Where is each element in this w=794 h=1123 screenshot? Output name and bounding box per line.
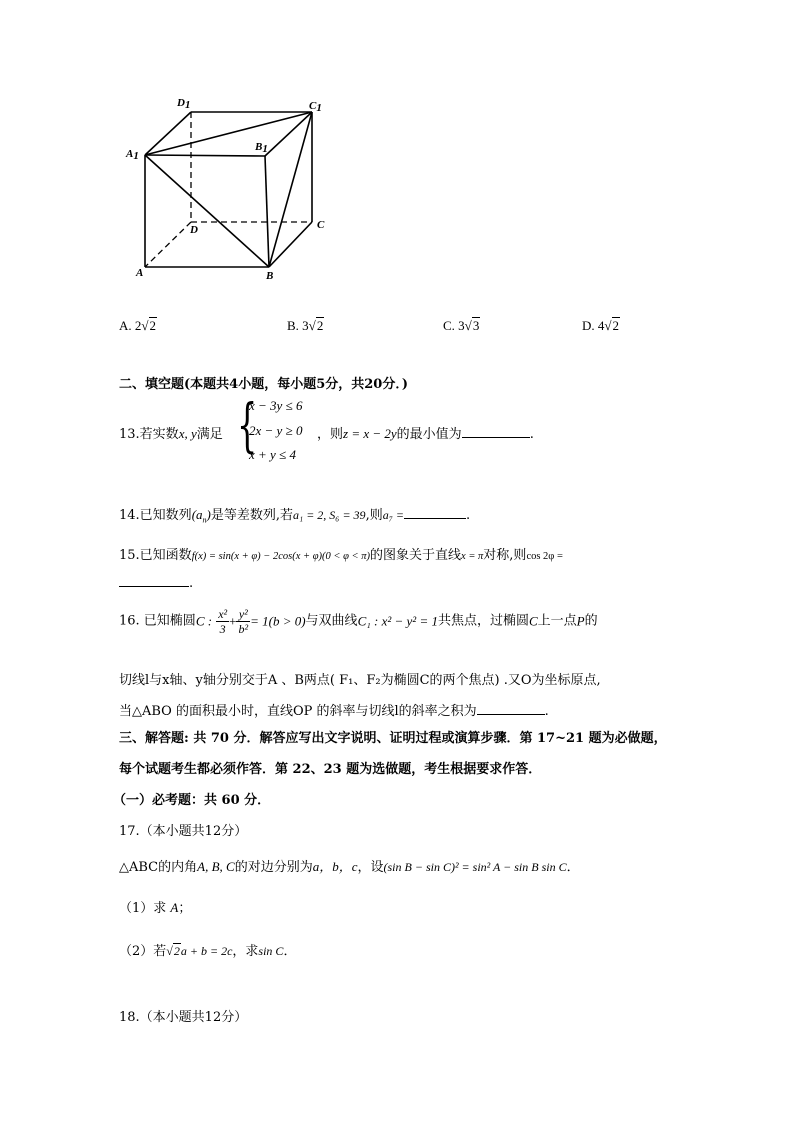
section2-heading: 二、填空题(本题共4小题，每小题5分，共20分．) [119, 377, 408, 392]
section3-line-1: 三、解答题: 共 70 分．解答应写出文字说明、证明过程或演算步骤．第 17~21 题为必做题， [119, 731, 667, 746]
q15-answer-blank[interactable] [119, 574, 189, 587]
label-b: B [266, 270, 274, 282]
q13-then: ，则 [317, 427, 344, 442]
option-a[interactable]: A. 2√2 [119, 318, 157, 333]
q15-ask: cos 2φ = [526, 551, 563, 562]
label-a: A [136, 267, 144, 279]
edge-a1-c1 [145, 112, 312, 155]
q13-mid: 满足 [196, 427, 223, 442]
section3-subheading: （一）必考题：共 60 分． [113, 793, 271, 808]
question-16: 16. 已知椭圆C : $\frac{\text{x²}}{3}$ + $\frac{\text{y²}}{\text{b²}}$ = 1(b > 0)与双曲线C₁ : x² − y² = 1共焦点，过椭圆C上一点P的 [119, 607, 598, 636]
q17-title: 17.（本小题共12分） [119, 824, 248, 839]
option-d[interactable]: D. 4√2 [582, 318, 620, 333]
option-c[interactable]: C. 3√3 [443, 318, 480, 333]
q14-condition: a₁ = 2, S₆ = 39 [293, 508, 366, 522]
q16-answer-blank[interactable] [477, 702, 545, 715]
edge-d-a [145, 222, 191, 267]
label-d1: D1 [177, 97, 191, 111]
label-d: D [190, 224, 198, 236]
edge-a1-b [145, 155, 269, 267]
cube-figure [120, 92, 340, 284]
q13-constraint-2: 2x − y ≥ 0 [249, 423, 303, 438]
q14-ask: a₇ = [382, 508, 404, 522]
label-a1: A1 [126, 148, 139, 162]
q18-title: 18.（本小题共12分） [119, 1010, 248, 1025]
q13-answer-blank[interactable] [462, 425, 530, 438]
option-b[interactable]: B. 3√2 [287, 318, 324, 333]
q16-line-2: 切线l与x轴、y轴分别交于A 、B两点( F₁、F₂为椭圆C的两个焦点) .又O为坐标原点, [119, 673, 601, 688]
edge-a1-b1 [145, 155, 265, 156]
label-c1: C1 [309, 100, 322, 114]
q17-part-1: （1）求 A； [119, 900, 192, 916]
q13-prefix: 13.若实数 [119, 427, 179, 442]
q15-blank-line: . [119, 574, 193, 591]
section3-line-2: 每个试题考生都必须作答．第 22、23 题为选做题，考生根据要求作答． [119, 762, 542, 777]
edge-b1-b [265, 156, 269, 267]
q13-brace: { [237, 391, 258, 459]
q14-answer-blank[interactable] [404, 506, 466, 519]
q17-part-2: （2）若√2a + b = 2c，求sin C． [119, 944, 297, 959]
q17-stem: △ABC的内角A, B, C的对边分别为a，b，c，设(sin B − sin C)² = sin² A − sin B sin C． [119, 859, 580, 875]
q15-function: f(x) = sin(x + φ) − 2cos(x + φ)(0 < φ < π) [191, 551, 371, 562]
q15-line: x = π [461, 551, 484, 562]
q14-seq: $(a_n)$ [191, 507, 211, 525]
question-14: 14.已知数列$(a_n)$是等差数列,若a₁ = 2, S₆ = 39,则a₇ = . [119, 507, 471, 525]
q13-objective: z = x − 2y [343, 426, 397, 441]
q16-line-3: 当△ABO 的面积最小时，直线OP 的斜率与切线l的斜率之积为 . [119, 704, 549, 719]
label-c: C [317, 219, 325, 231]
q13-suffix: 的最小值为 [396, 427, 462, 442]
q13-constraint-1: x − 3y ≤ 6 [249, 398, 303, 413]
question-15: 15.已知函数f(x) = sin(x + φ) − 2cos(x + φ)(0 < φ < π)的图象关于直线x = π对称,则cos 2φ = [119, 548, 563, 563]
q13-vars: x, y [178, 426, 197, 441]
q13-constraint-3: x + y ≤ 4 [249, 447, 296, 462]
label-b1: B1 [255, 141, 268, 155]
